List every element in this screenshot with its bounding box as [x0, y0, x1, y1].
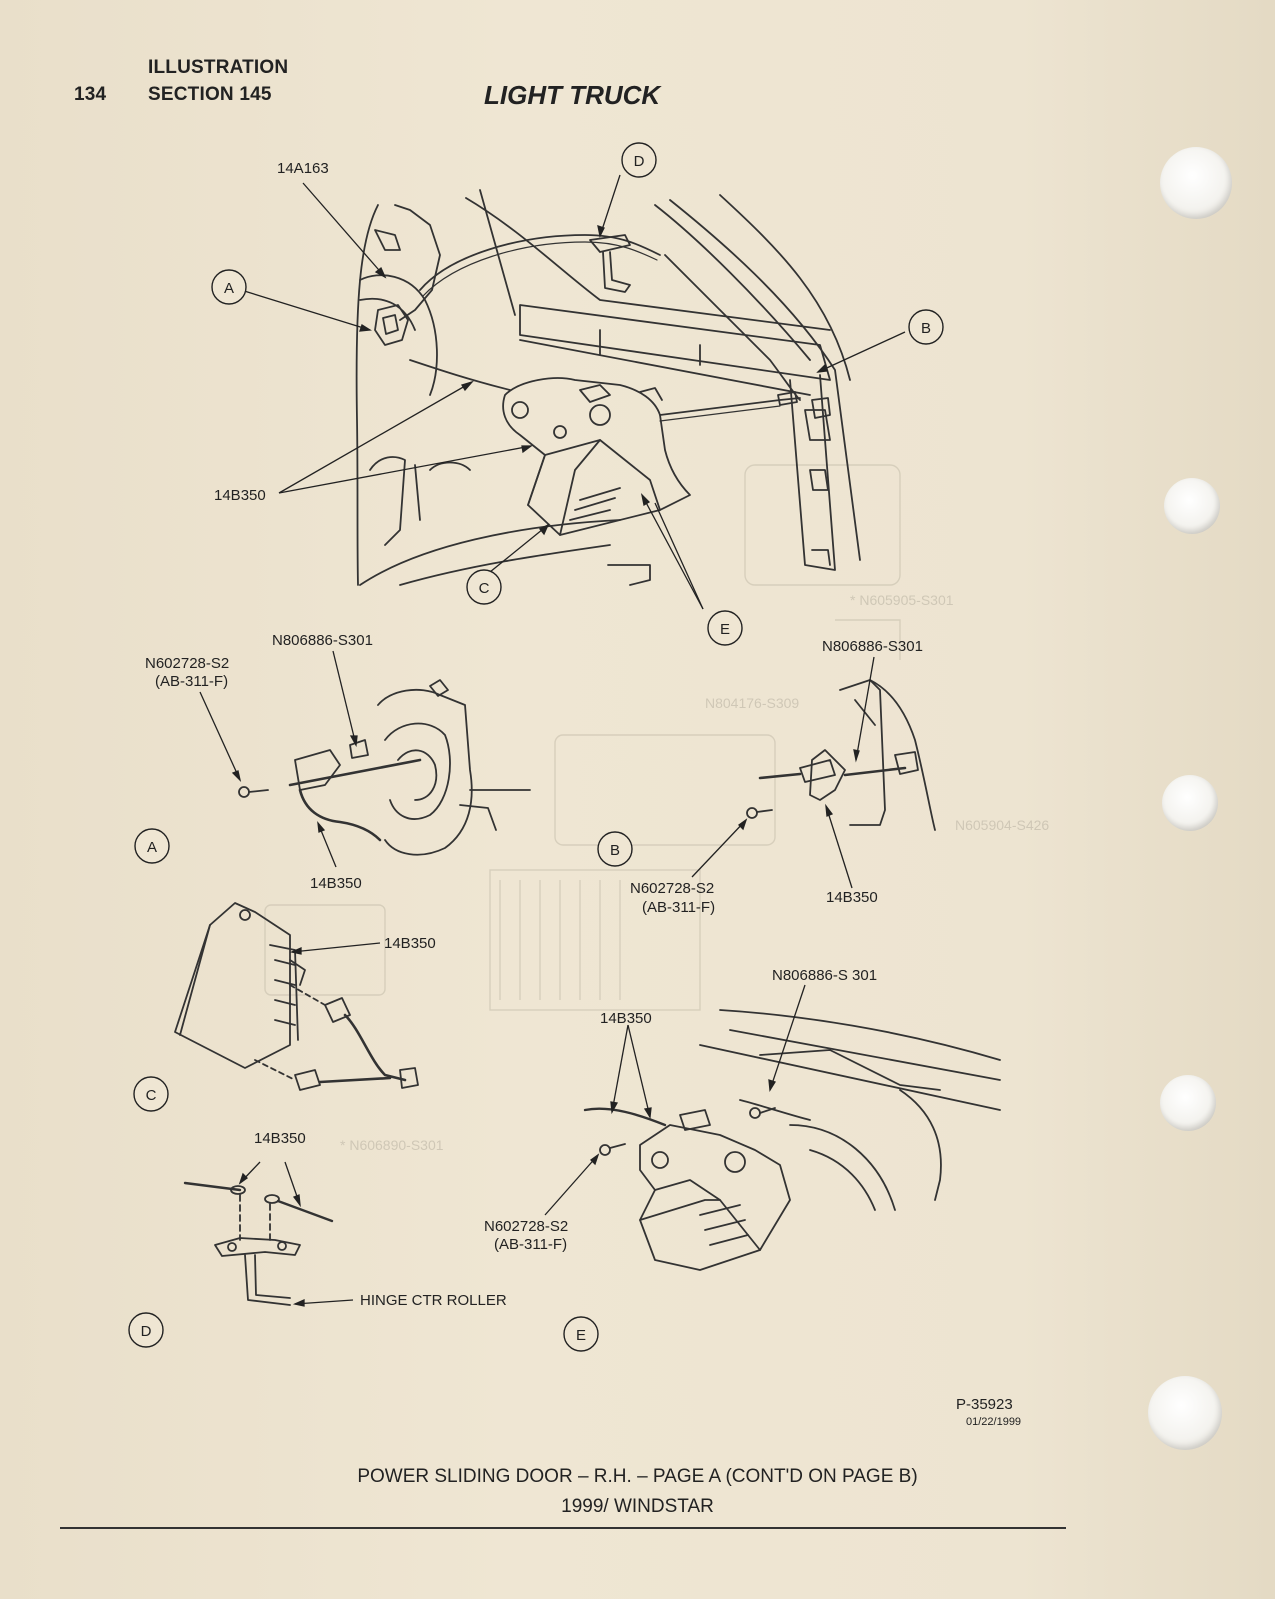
- callout-e-main: E: [719, 621, 731, 638]
- callout-d-detail: D: [140, 1323, 152, 1340]
- section-label: SECTION 145: [148, 84, 272, 105]
- label-e-n806886: N806886-S 301: [772, 967, 878, 984]
- callout-b-detail: B: [609, 842, 621, 859]
- label-b-n602728: N602728-S2: [630, 880, 715, 897]
- callout-c-main: C: [478, 580, 490, 597]
- callout-b-main: B: [920, 320, 932, 337]
- label-a-ab311: (AB-311-F): [155, 673, 229, 690]
- detail-c-drawing: [175, 903, 418, 1090]
- label-b-14b350: 14B350: [826, 889, 878, 906]
- label-e-n602728: N602728-S2: [484, 1218, 569, 1235]
- callout-d-main: D: [633, 153, 645, 170]
- callout-c-detail: C: [145, 1087, 157, 1104]
- label-a-14b350: 14B350: [310, 875, 362, 892]
- callout-a-main: A: [223, 280, 235, 297]
- part-number: P-35923: [956, 1396, 1013, 1413]
- label-e-ab311: (AB-311-F): [494, 1236, 568, 1253]
- label-hinge-ctr-roller: HINGE CTR ROLLER: [360, 1292, 507, 1309]
- label-d-14b350: 14B350: [254, 1130, 306, 1147]
- callout-a-detail: A: [146, 839, 158, 856]
- page-number: 134: [74, 84, 107, 105]
- label-a-n806886: N806886-S301: [272, 632, 373, 649]
- illustration-date: 01/22/1999: [966, 1416, 1022, 1428]
- bleed-through-text: * N606890-S301: [340, 1137, 444, 1153]
- label-a-n602728: N602728-S2: [145, 655, 230, 672]
- caption-line-1: POWER SLIDING DOOR – R.H. – PAGE A (CONT'D ON PAGE B): [357, 1466, 918, 1487]
- main-assembly-drawing: [357, 190, 860, 585]
- illustration-label: ILLUSTRATION: [148, 57, 289, 78]
- footer-divider: [60, 1527, 1066, 1529]
- label-14a163: 14A163: [277, 160, 329, 177]
- detail-e-drawing: [585, 1010, 1000, 1270]
- label-14b350-main: 14B350: [214, 487, 266, 504]
- label-e-14b350: 14B350: [600, 1010, 652, 1027]
- bleed-through-artwork: [265, 465, 900, 1010]
- bleed-through-text: N605904-S426: [955, 817, 1050, 833]
- label-c-14b350: 14B350: [384, 935, 436, 952]
- label-b-n806886: N806886-S301: [822, 638, 923, 655]
- bleed-through-text: * N605905-S301: [850, 592, 954, 608]
- caption-line-2: 1999/ WINDSTAR: [561, 1496, 714, 1517]
- label-b-ab311: (AB-311-F): [642, 899, 716, 916]
- detail-a-drawing: [239, 680, 530, 855]
- detail-d-drawing: [185, 1183, 332, 1305]
- bleed-through-text: N804176-S309: [705, 695, 800, 711]
- callout-e-detail: E: [575, 1327, 587, 1344]
- page-title: LIGHT TRUCK: [484, 80, 661, 110]
